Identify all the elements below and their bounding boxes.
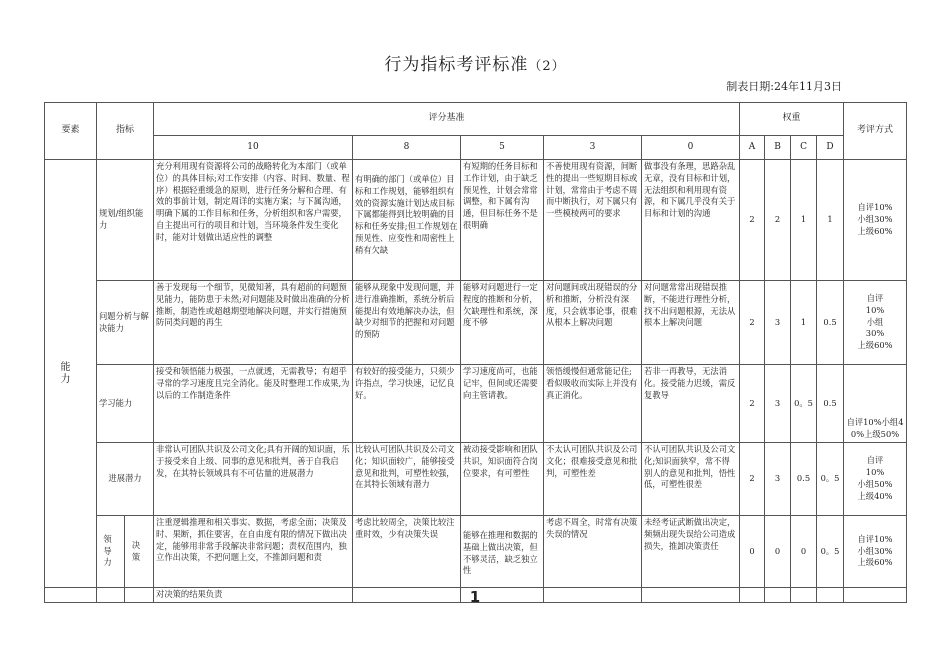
table-row (45, 281, 907, 365)
header-weight: 权重 (740, 103, 844, 136)
weight-a-cell: 2 (740, 160, 765, 281)
score-0-cell: 做事没有条理，思路杂乱无章，没有目标和计划，无法组织和利用现有资源，和下属几乎没有关于目标和计划的沟通 (642, 160, 740, 281)
weight-c-cell: 0.5 (791, 443, 817, 516)
weight-d-cell: 0。5 (817, 516, 844, 588)
score-3-cell: 不善使用现有资源，间断性的提出一些短期目标或计划，常常由于考虑不周而中断执行，对下属只有一些模棱两可的要求 (544, 160, 642, 281)
score-5-cell: 学习速度尚可，也能记牢，但间或还需要向主管请教。 (461, 365, 544, 443)
weight-b: B (765, 136, 791, 160)
score-0-cell: 未经考证武断做出决定，频频出现失误给公司造成损失，推卸决策责任 (642, 516, 740, 588)
score-3-cell: 考虑不周全，时常有决策失误的情况 (544, 516, 642, 588)
title-suffix: （2） (528, 59, 566, 74)
indicator-cell: 规划/组织能力 (97, 160, 154, 281)
score-0: 0 (642, 136, 740, 160)
score-10-cell: 注重逻辑推理和相关事实、数据，考虑全面；决策及时、果断，抓住要害，在自由度有限的情况下做出决定，能够用非常手段解决非常问题；责权范围内，独立作出决策，不把问题上交，不推卸问题和责 (154, 516, 353, 588)
score-3-cell: 不太认可团队共识及公司文化；很难接受意见和批判，可塑性差 (544, 443, 642, 516)
score-10: 10 (154, 136, 353, 160)
weight-c-cell: 1 (791, 281, 817, 365)
weight-b-cell: 2 (765, 160, 791, 281)
title-main: 行为指标考评标准 (384, 55, 529, 75)
weight-d-cell: 0.5 (817, 365, 844, 443)
weight-c-cell: 0。5 (791, 365, 817, 443)
weight-b-cell: 3 (765, 365, 791, 443)
weight-b-cell: 3 (765, 281, 791, 365)
score-8-cell: 有较好的接受能力，只须少许指点，学习快速，记忆良好。 (353, 365, 461, 443)
method-cell: 自评 10% 小组 30% 上级60% (844, 281, 907, 365)
method-cell: 自评10%小组40%上级50% (844, 365, 907, 443)
table-row (45, 443, 907, 516)
evaluation-table (44, 102, 907, 603)
page-title (0, 50, 950, 75)
weight-a: A (740, 136, 765, 160)
header-row-2 (45, 136, 907, 160)
table-row (45, 365, 907, 443)
method-cell: 自评10% 小组30% 上级60% (844, 160, 907, 281)
score-10-cell: 非常认可团队共识及公司文化;具有开阔的知识面，乐于接受来自上级、同事的意见和批判，善于自我启发，在其特长领域具有不可估量的进展潜力 (154, 443, 353, 516)
score-3-cell: 对问题间或出现错误的分析和推断，分析没有深度，只会就事论事，很难从根本上解决问题 (544, 281, 642, 365)
score-8-cell: 有明确的部门（或单位）目标和工作规划，能够组织有效的资源实施计划达成目标下属都能得到比较明确的目标和任务安排;但工作规划在预见性、应变性和周密性上稍有欠缺 (353, 160, 461, 281)
score-0-cell: 若非一再教导，无法消化。接受能力迟缓，需反复教导 (642, 365, 740, 443)
indicator-cell: 学习能力 (97, 365, 154, 443)
score-8: 8 (353, 136, 461, 160)
score-10-cell: 充分利用现有资源将公司的战略转化为本部门（或单位）的具体目标;对工作安排（内容、时间、数量、程序）根据轻重缓急的原则，进行任务分解和合理、有效的事前计划，制定周详的实施方案；与下属沟通，明确下属的工作目标和任务，分析组织和客户需要，自主提出可行的项目和计划，当环境条件发生变化时，能对计划做出适应性的调整 (154, 160, 353, 281)
weight-c-cell: 0 (791, 516, 817, 588)
weight-d-cell: 1 (817, 160, 844, 281)
weight-c-cell: 1 (791, 160, 817, 281)
weight-a-cell: 0 (740, 516, 765, 588)
score-3-cell: 领悟缓慢但通常能记住;看似吸收而实际上并没有真正消化。 (544, 365, 642, 443)
weight-a-cell: 2 (740, 365, 765, 443)
score-8-cell: 比较认可团队共识及公司文化；知识面较广，能够接受意见和批判，可塑性较强，在其特长领域有潜力 (353, 443, 461, 516)
score-0-cell: 不认可团队共识及公司文化;知识面狭窄，常不得别人的意见和批判，悟性低，可塑性很差 (642, 443, 740, 516)
header-method: 考评方式 (844, 103, 907, 160)
header-indicator: 指标 (97, 103, 154, 160)
header-scoring: 评分基准 (154, 103, 740, 136)
weight-d-cell: 0.5 (817, 281, 844, 365)
page-number: 1 (469, 588, 481, 606)
weight-c: C (791, 136, 817, 160)
score-8-cell: 考虑比较周全，决策比较注重时效，少有决策失误 (353, 516, 461, 588)
score-8-cell: 能够从现象中发现问题，并进行准确推断，系统分析后能提出有效地解决办法，但缺少对细节的把握和对问题的预防 (353, 281, 461, 365)
score-5-cell: 能够在推理和数据的基础上做出决策，但不够灵活，缺乏独立性 (461, 516, 544, 588)
weight-d: D (817, 136, 844, 160)
weight-b-cell: 0 (765, 516, 791, 588)
method-cell: 自评 10% 小组50% 上级40% (844, 443, 907, 516)
score-5-cell: 有短期的任务目标和工作计划，由于缺乏预见性，计划会常常调整，和下属有沟通，但目标任务不是很明确 (461, 160, 544, 281)
weight-a-cell: 2 (740, 443, 765, 516)
header-row-1 (45, 103, 907, 136)
score-5-cell: 能够对问题进行一定程度的推断和分析，欠缺理性和系统，深度不够 (461, 281, 544, 365)
date-label: 制表日期:24年11月3日 (726, 80, 842, 93)
indicator-cell: 问题分析与解决能力 (97, 281, 154, 365)
weight-a-cell: 2 (740, 281, 765, 365)
indicator-cell: 进展潜力 (97, 443, 154, 516)
score-3: 3 (544, 136, 642, 160)
score-10-cell: 善于发现每一个细节，见微知著，具有超前的问题预见能力，能防患于未然;对问题能及时做出准确的分析推断，制造性或超越期望地解决问题，并实行措施预防同类问题的再生 (154, 281, 353, 365)
table-row (45, 516, 907, 588)
element-ability: 能 力 (45, 160, 97, 588)
method-cell: 自评10% 小组30% 上级60% (844, 516, 907, 588)
score-10-cell: 对决策的结果负责 (154, 588, 353, 603)
score-5-cell: 被动接受影响和团队共识，知识面符合岗位要求，有可塑性 (461, 443, 544, 516)
weight-d-cell: 0。5 (817, 443, 844, 516)
score-0-cell: 对问题常常出现错误推断，不能进行理性分析，找不出问题根源，无法从根本上解决问题 (642, 281, 740, 365)
table-row (45, 160, 907, 281)
score-10-cell: 接受和领悟能力极强，一点就透，无需教导；有超乎寻常的学习速度且完全消化。能及时整理工作成果,为以后的工作制造条件 (154, 365, 353, 443)
indicator-group-leadership: 领导力 (97, 516, 125, 588)
indicator-cell: 决策 (125, 516, 154, 588)
weight-b-cell: 3 (765, 443, 791, 516)
score-5: 5 (461, 136, 544, 160)
header-element: 要素 (45, 103, 97, 160)
